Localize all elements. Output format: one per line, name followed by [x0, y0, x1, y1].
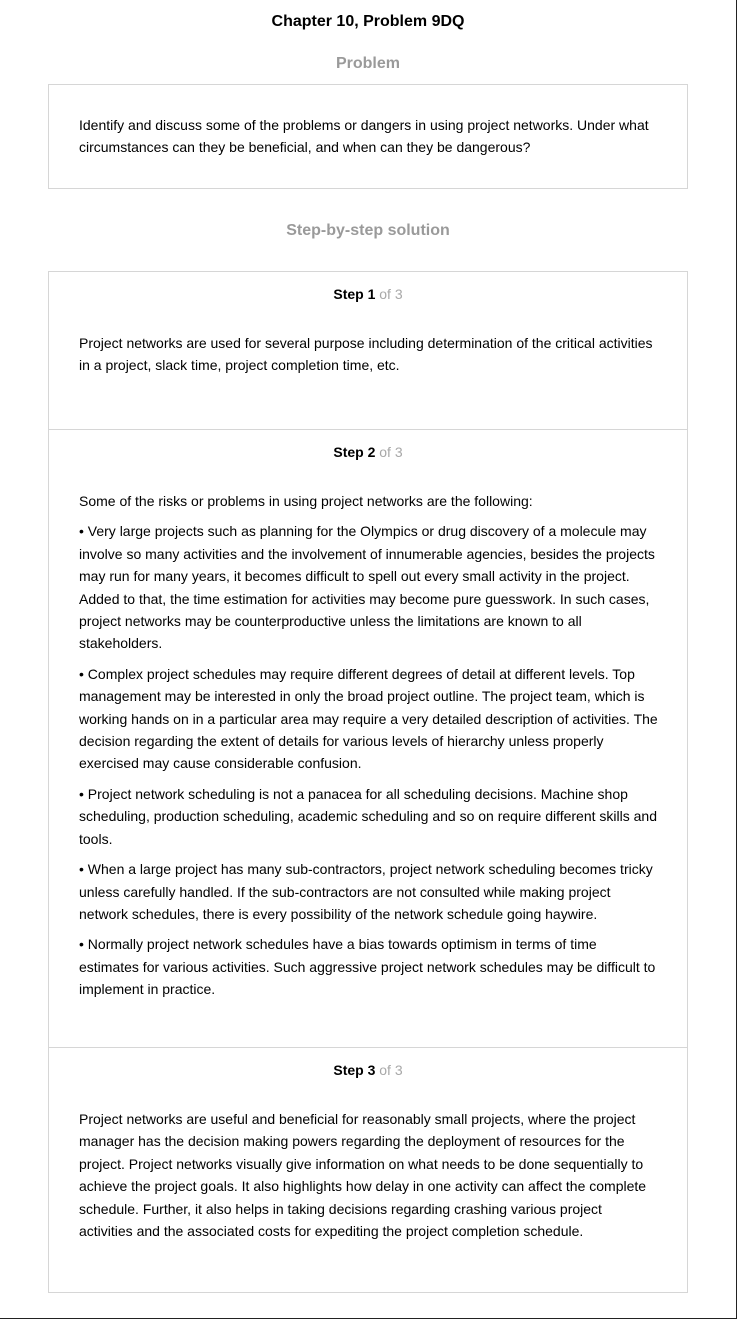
step-1-label [49, 286, 687, 303]
step-number: Step 2 [333, 444, 376, 460]
step-total: of 3 [379, 286, 403, 302]
step-paragraph: Some of the risks or problems in using project networks are the following: [79, 493, 533, 509]
step-number: Step 1 [333, 286, 376, 302]
problem-heading: Problem [335, 55, 400, 72]
step-1-body [79, 332, 659, 385]
step-2-body [79, 490, 659, 1009]
step-bullet: • Normally project network schedules have a bias towards optimism in terms of time estimates for various activities. Such aggressive project network schedules may be difficult to implement in practice. [79, 936, 656, 998]
step-number: Step 3 [333, 1062, 376, 1078]
step-bullet: • Project network scheduling is not a panacea for all scheduling decisions. Machine shop scheduling, production scheduling, academic scheduling and so on require different skills and tools. [79, 785, 657, 847]
step-paragraph: Project networks are useful and beneficial for reasonably small projects, where the project manager has the decision making powers regarding the deployment of resources for the project. Project networks visually give information on what needs to be done sequentially to achieve the project goals. It also highlights how delay in one activity can affect the complete schedule. Further, it also helps in taking decisions regarding crashing various project activities and the associated costs for expediting the project completion schedule. [79, 1111, 647, 1240]
step-bullet: • Very large projects such as planning for the Olympics or drug discovery of a molecule may involve so many activities and the involvement of innumerable agencies, besides the projects may run for many years, it becomes difficult to spell out every small activity in the project. Added to that, the time estimation for activities may become pure guesswork. In such cases, project networks may be counterproductive unless the limitations are known to all stakeholders. [79, 523, 655, 652]
step-3 [49, 1047, 687, 1292]
step-2-label [49, 444, 687, 461]
problem-text: Identify and discuss some of the problems or dangers in using project networks. Under what circumstances can they be beneficial, and when can they be dangerous? [79, 117, 649, 156]
step-3-label [49, 1062, 687, 1079]
step-bullet: • Complex project schedules may require different degrees of detail at different levels. Top management may be interested in only the broad project outline. The project team, which is working hands on in a particular area may require a very detailed description of activities. The decision regarding the extent of details for various levels of hierarchy unless properly exercised may cause considerable confusion. [79, 665, 658, 772]
page-title: Chapter 10, Problem 9DQ [271, 13, 465, 30]
step-total: of 3 [379, 1062, 403, 1078]
step-3-body [79, 1108, 659, 1250]
problem-box [48, 84, 688, 189]
step-total: of 3 [379, 444, 403, 460]
step-1 [49, 272, 687, 429]
step-paragraph: Project networks are used for several purpose including determination of the critical activities in a project, slack time, project completion time, etc. [79, 335, 653, 374]
solution-heading: Step-by-step solution [286, 222, 450, 239]
solution-steps [48, 271, 688, 1293]
step-2 [49, 429, 687, 1047]
step-bullet: • When a large project has many sub-contractors, project network scheduling becomes tricky unless carefully handled. If the sub-contractors are not consulted while making project network schedules, there is every possibility of the network schedule going haywire. [79, 861, 653, 922]
